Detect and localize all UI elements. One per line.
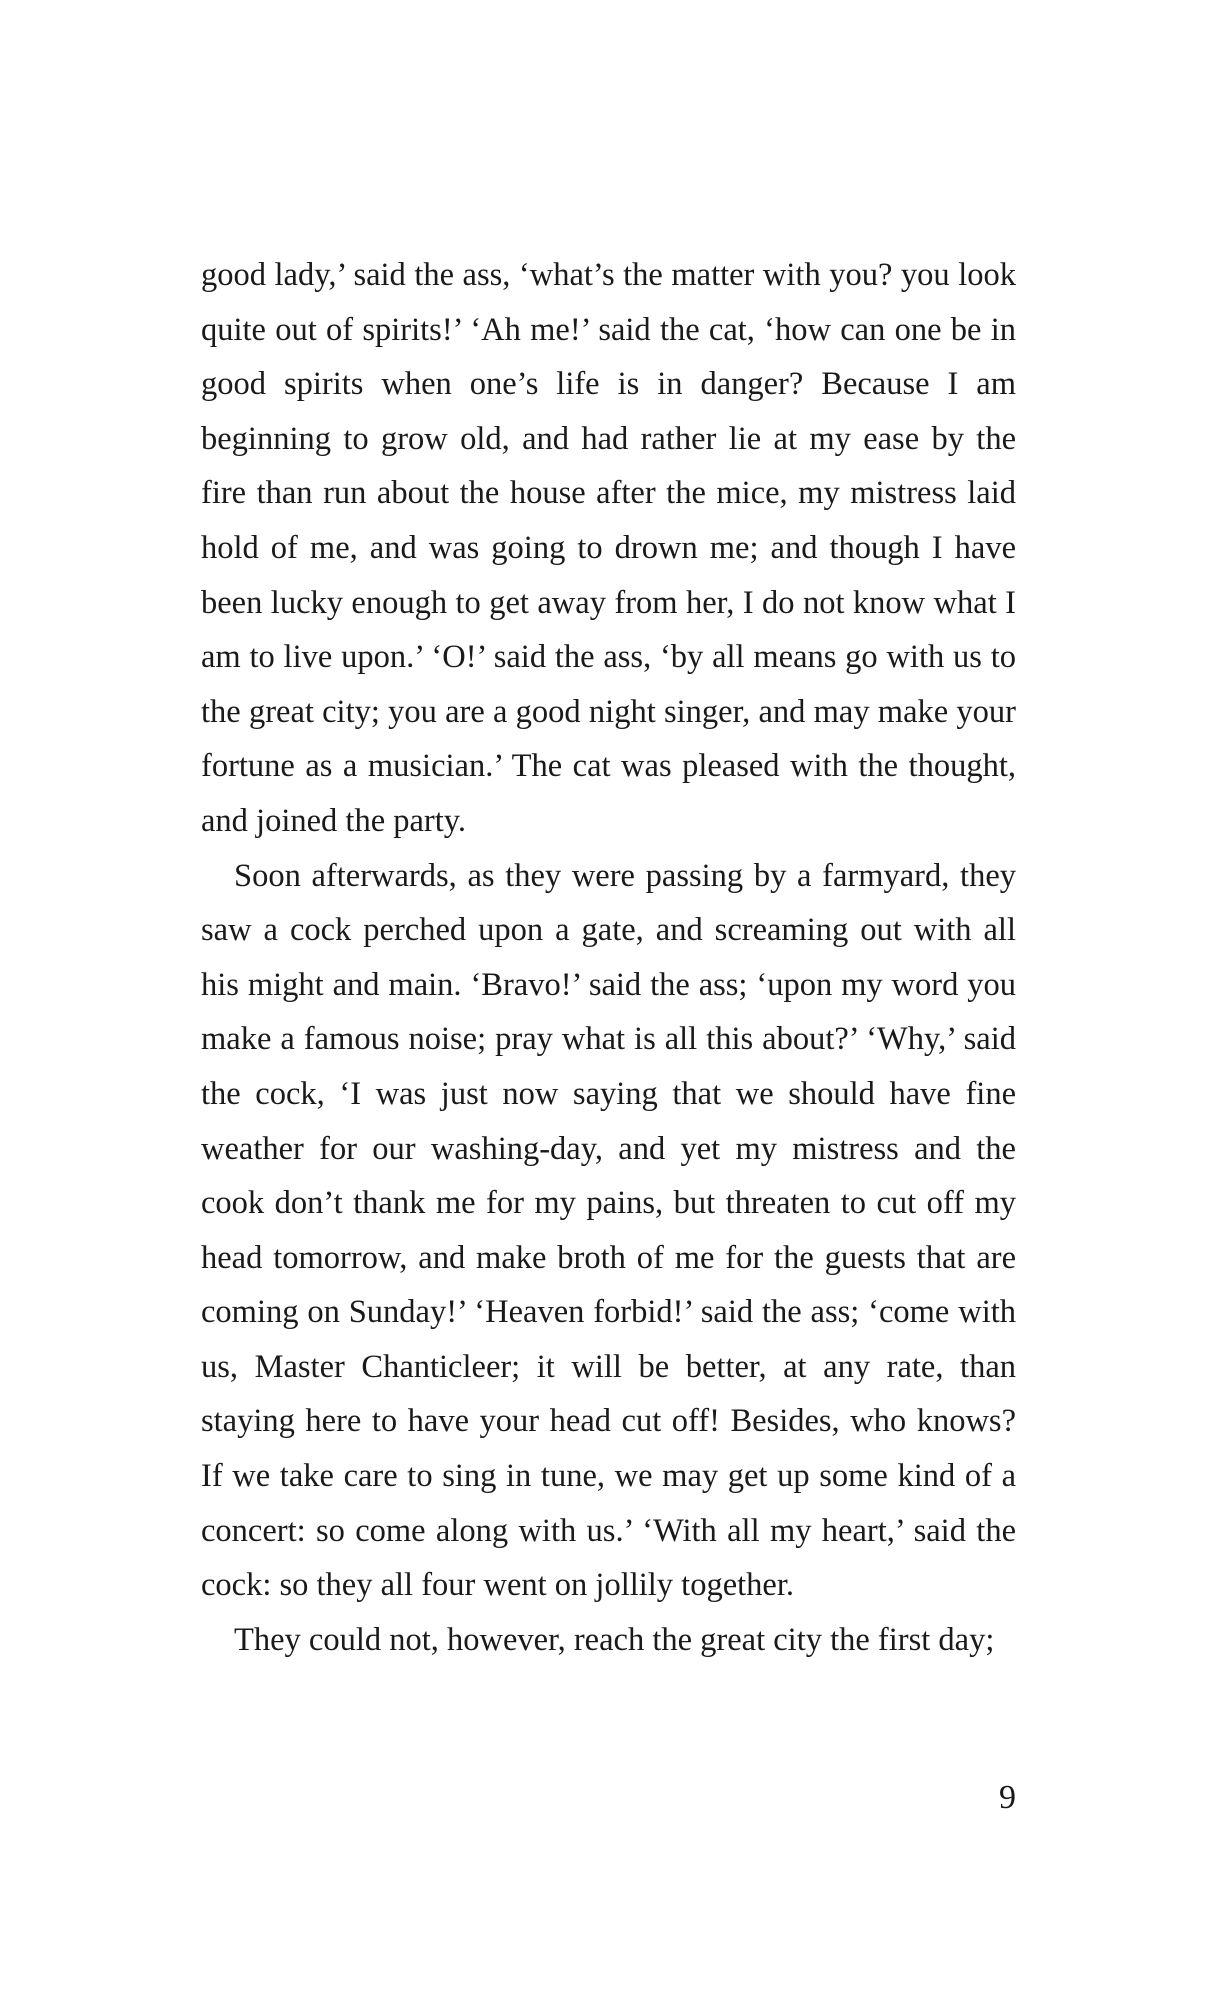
body-text: [201, 248, 1016, 1667]
page-number: 9: [999, 1779, 1016, 1816]
paragraph-1: good lady,’ said the ass, ‘what’s the matter with you? you look quite out of spirits!’ ‘Ah me!’ said the cat, ‘how can one be in good spirits when one’s life is in danger? Because I am beginning to grow old, and had rather lie at my ease by the fire than run about the house after the mice, my mistress laid hold of me, and was going to drown me; and though I have been lucky enough to get away from her, I do not know what I am to live upon.’ ‘O!’ said the ass, ‘by all means go with us to the great city; you are a good night singer, and may make your fortune as a musician.’ The cat was pleased with the thought, and joined the party.: [201, 257, 1016, 839]
paragraph-2: Soon afterwards, as they were passing by a farmyard, they saw a cock perched upon a gate, and screaming out with all his might and main. ‘Bravo!’ said the ass; ‘upon my word you make a famous noise; pray what is all this about?’ ‘Why,’ said the cock, ‘I was just now saying that we should have fine weather for our washing-day, and yet my mistress and the cook don’t thank me for my pains, but threaten to cut off my head tomorrow, and make broth of me for the guests that are coming on Sunday!’ ‘Heaven forbid!’ said the ass; ‘come with us, Master Chanticleer; it will be better, at any rate, than staying here to have your head cut off! Besides, who knows? If we take care to sing in tune, we may get up some kind of a concert: so come along with us.’ ‘With all my heart,’ said the cock: so they all four went on jollily together.: [201, 857, 1016, 1604]
paragraph-3: They could not, however, reach the great city the first day;: [234, 1621, 995, 1658]
